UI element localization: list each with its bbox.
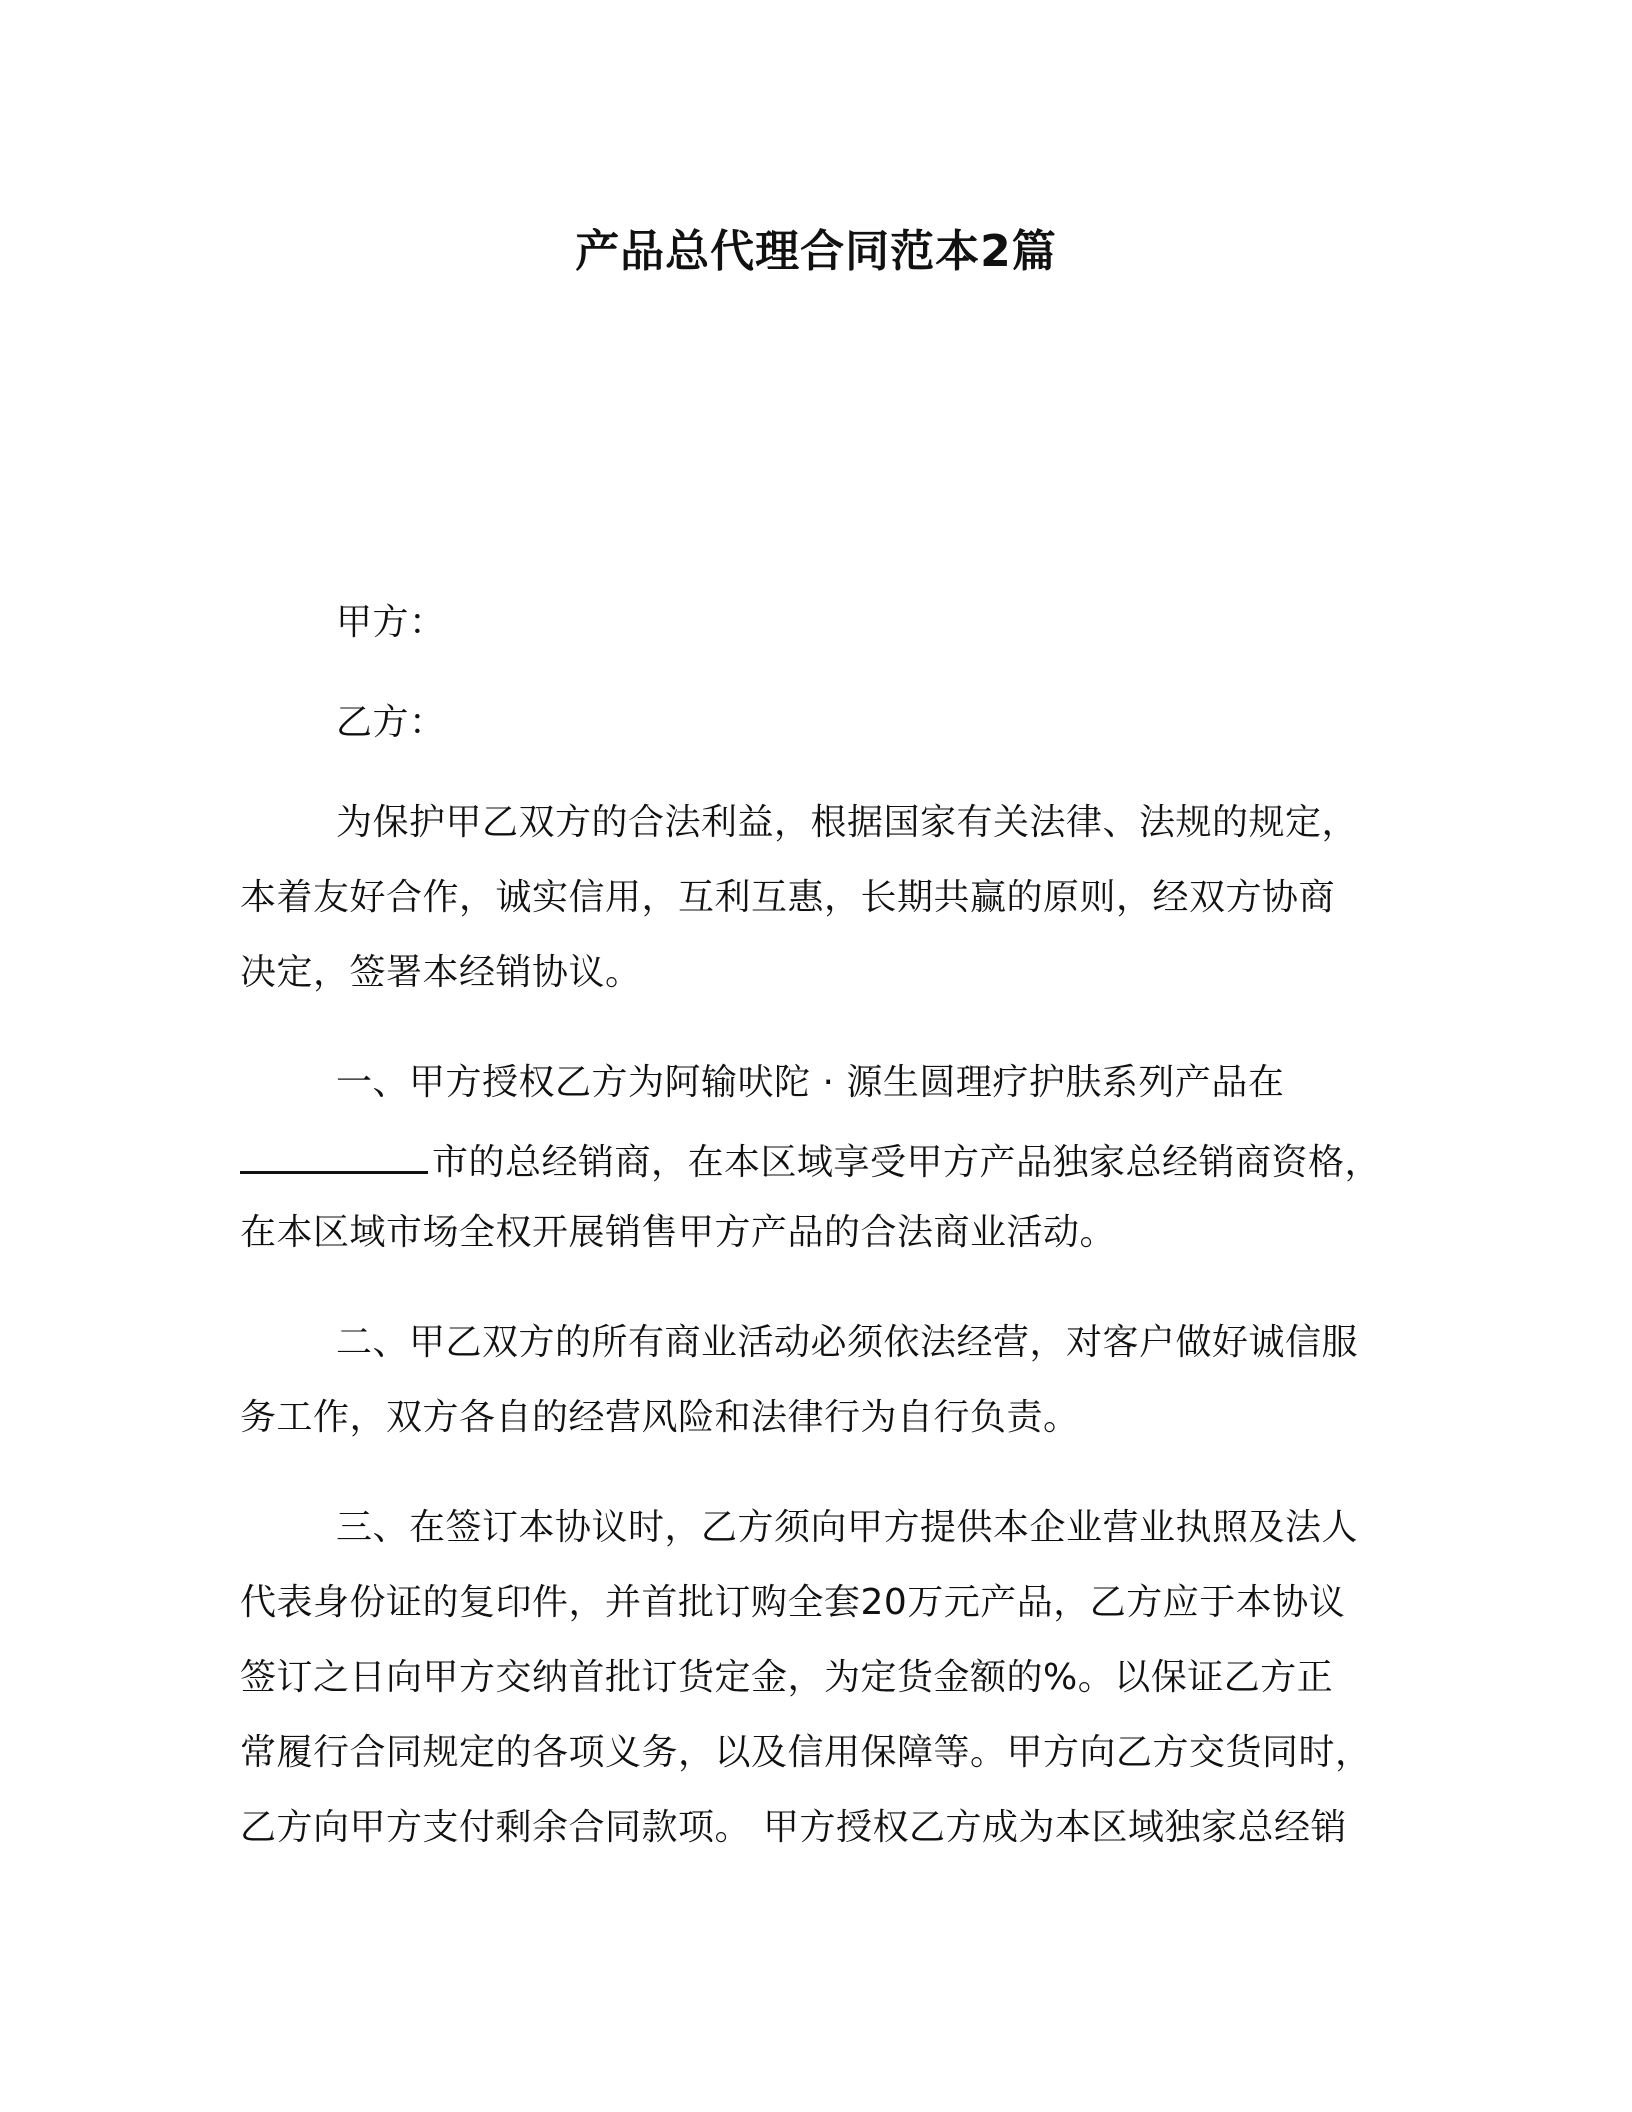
fill-in-blank[interactable] [240,1133,428,1174]
clause-2-line-2: 务工作，双方各自的经营风险和法律行为自行负责。 [240,1397,1080,1438]
party-a-label: 甲方： [336,602,446,643]
clause-3-line-2: 代表身份证的复印件，并首批订购全套20万元产品，乙方应于本协议 [240,1582,1346,1623]
party-b-label: 乙方： [336,702,446,743]
document-title: 产品总代理合同范本2篇 [575,226,1057,277]
clause-3-line-5: 乙方向甲方支付剩余合同款项。 甲方授权乙方成为本区域独家总经销 [240,1807,1347,1848]
clause-3-line-4: 常履行合同规定的各项义务，以及信用保障等。甲方向乙方交货同时， [240,1732,1372,1773]
clause-1-line-1: 一、甲方授权乙方为阿输吠陀 · 源生圆理疗护肤系列产品在 [336,1062,1285,1103]
intro-line-1: 为保护甲乙双方的合法利益，根据国家有关法律、法规的规定， [336,802,1359,843]
intro-line-2: 本着友好合作，诚实信用，互利互惠，长期共赢的原则，经双方协商 [240,877,1336,918]
clause-3-line-1: 三、在签订本协议时，乙方须向甲方提供本企业营业执照及法人 [336,1507,1359,1548]
intro-line-3: 决定，签署本经销协议。 [240,952,642,993]
clause-1-line-2 [240,1133,1381,1188]
clause-1-line-2-text: 市的总经销商，在本区域享受甲方产品独家总经销商资格， [432,1142,1382,1183]
clause-2-line-1: 二、甲乙双方的所有商业活动必须依法经营，对客户做好诚信服 [336,1322,1359,1363]
clause-3-line-3: 签订之日向甲方交纳首批订货定金，为定货金额的%。以保证乙方正 [240,1657,1334,1698]
clause-1-line-3: 在本区域市场全权开展销售甲方产品的合法商业活动。 [240,1212,1117,1253]
